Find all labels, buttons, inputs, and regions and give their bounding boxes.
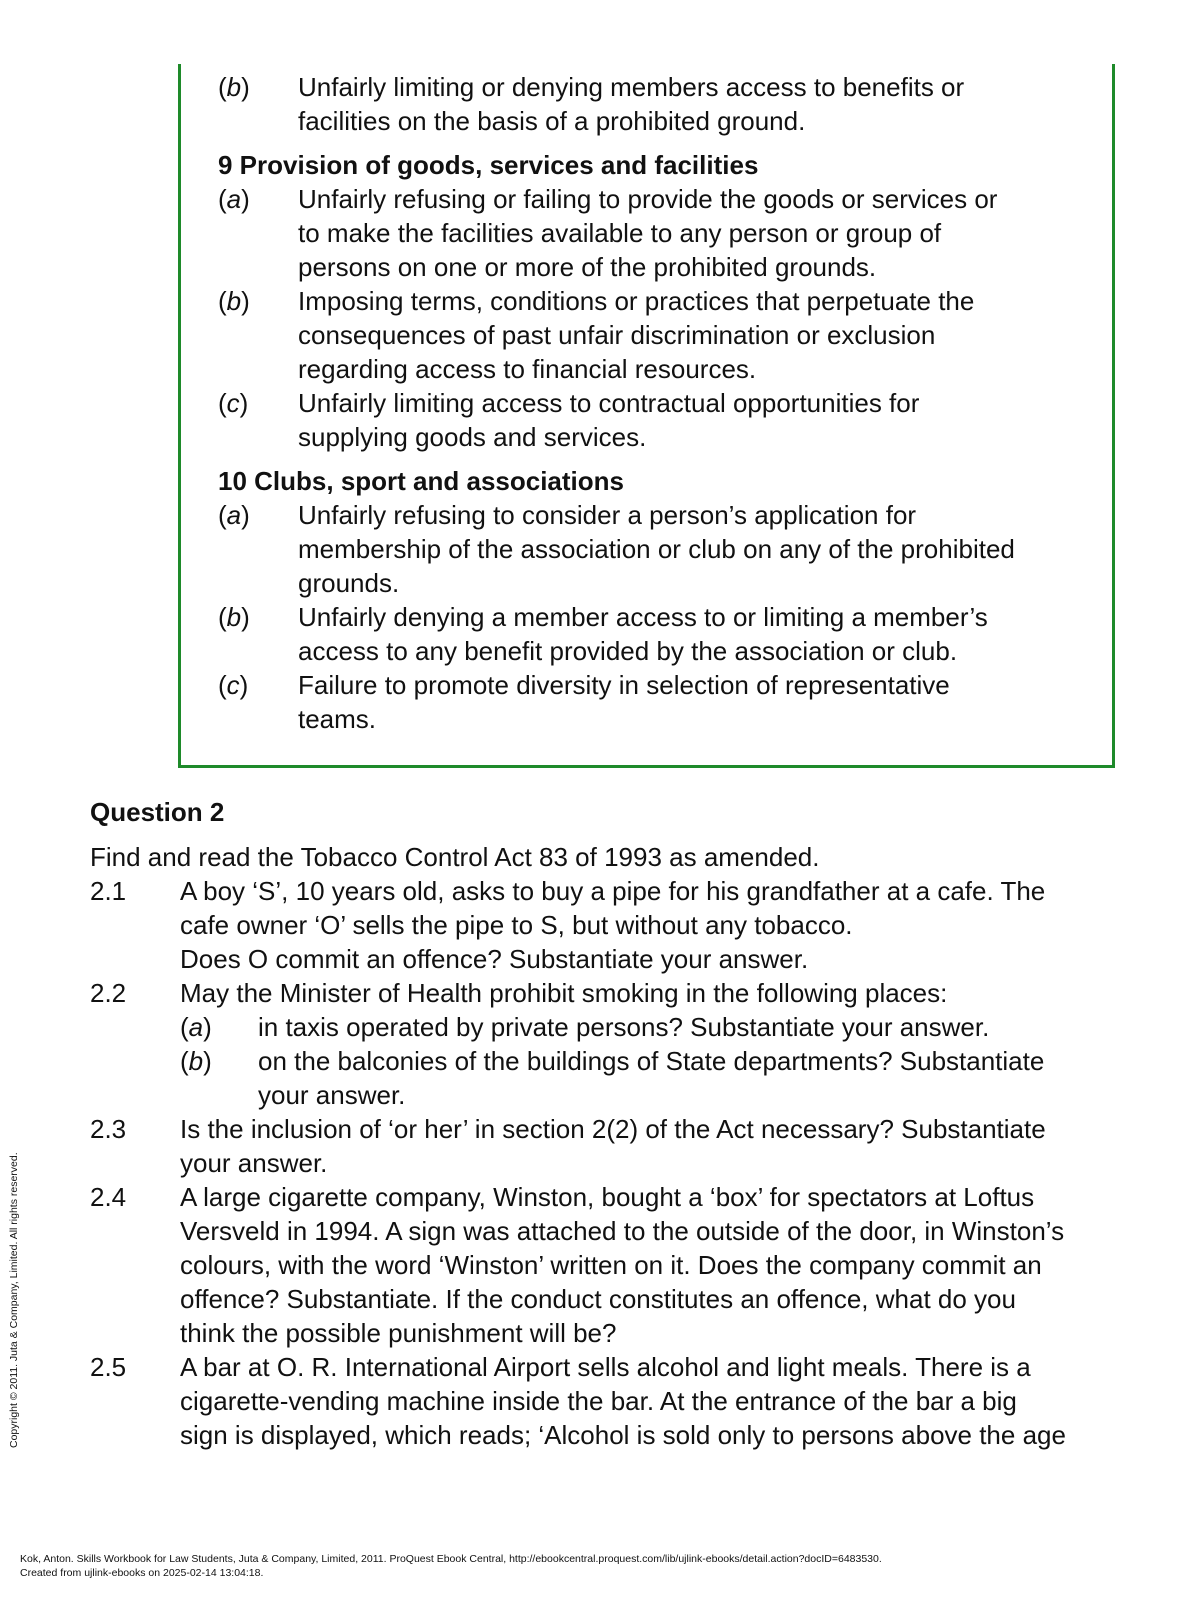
item-label: (b) (218, 602, 250, 632)
item-label: (a) (218, 184, 250, 214)
item-text: teams. (298, 704, 377, 734)
question-text: A boy ‘S’, 10 years old, asks to buy a pipe for his grandfather at a cafe. The (180, 876, 1046, 906)
subitem-label: (b) (180, 1046, 212, 1076)
item-label: (c) (218, 388, 249, 418)
question-text: offence? Substantiate. If the conduct constitutes an offence, what do you (180, 1284, 1016, 1314)
item-text: access to any benefit provided by the association or club. (298, 636, 958, 666)
item-text: grounds. (298, 568, 400, 598)
subitem-text: on the balconies of the buildings of State departments? Substantiate (258, 1046, 1045, 1076)
item-text: Imposing terms, conditions or practices that perpetuate the (298, 286, 975, 316)
question-text: cigarette-vending machine inside the bar. At the entrance of the bar a big (180, 1386, 1017, 1416)
section-heading: 9 Provision of goods, services and facilities (218, 150, 759, 180)
item-text: Unfairly limiting access to contractual opportunities for (298, 388, 920, 418)
question-text: May the Minister of Health prohibit smoking in the following places: (180, 978, 948, 1008)
subitem-label: (a) (180, 1012, 212, 1042)
item-text: consequences of past unfair discrimination or exclusion (298, 320, 936, 350)
item-text: Failure to promote diversity in selection of representative (298, 670, 950, 700)
question-text: Does O commit an offence? Substantiate your answer. (180, 944, 809, 974)
question-title: Question 2 (90, 797, 225, 827)
item-text: Unfairly refusing or failing to provide the goods or services or (298, 184, 998, 214)
question-text: cafe owner ‘O’ sells the pipe to S, but without any tobacco. (180, 910, 853, 940)
question-text: your answer. (180, 1148, 328, 1178)
question-number: 2.5 (90, 1352, 127, 1382)
item-text: facilities on the basis of a prohibited ground. (298, 106, 806, 136)
question-number: 2.4 (90, 1182, 127, 1212)
item-label: (a) (218, 500, 250, 530)
question-number: 2.1 (90, 876, 127, 906)
item-text: supplying goods and services. (298, 422, 647, 452)
question-text: think the possible punishment will be? (180, 1318, 617, 1348)
question-text: A bar at O. R. International Airport sells alcohol and light meals. There is a (180, 1352, 1031, 1382)
item-text: regarding access to financial resources. (298, 354, 757, 384)
footer-created: Created from ujlink-ebooks on 2025-02-14 13:04:18. (20, 1567, 264, 1579)
section-heading: 10 Clubs, sport and associations (218, 466, 624, 496)
subitem-text: your answer. (258, 1080, 406, 1110)
item-label: (b) (218, 72, 250, 102)
item-label: (b) (218, 286, 250, 316)
item-text: Unfairly denying a member access to or limiting a member’s (298, 602, 988, 632)
question-number: 2.2 (90, 978, 127, 1008)
question-text: colours, with the word ‘Winston’ written on it. Does the company commit an (180, 1250, 1042, 1280)
item-text: to make the facilities available to any person or group of (298, 218, 942, 248)
footer-citation: Kok, Anton. Skills Workbook for Law Students, Juta & Company, Limited, 2011. ProQuest Ebook Central, http://ebookcentral.proquest.com/lib/ujlink-ebooks/detail.action?docID=6483530. (20, 1553, 882, 1565)
subitem-text: in taxis operated by private persons? Substantiate your answer. (258, 1012, 990, 1042)
question-text: Is the inclusion of ‘or her’ in section 2(2) of the Act necessary? Substantiate (180, 1114, 1046, 1144)
item-text: Unfairly refusing to consider a person’s application for (298, 500, 917, 530)
question-text: sign is displayed, which reads; ‘Alcohol is sold only to persons above the age (180, 1420, 1066, 1450)
question-text: A large cigarette company, Winston, bought a ‘box’ for spectators at Loftus (180, 1182, 1035, 1212)
item-text: Unfairly limiting or denying members access to benefits or (298, 72, 965, 102)
item-text: persons on one or more of the prohibited grounds. (298, 252, 877, 282)
question-number: 2.3 (90, 1114, 127, 1144)
question-intro: Find and read the Tobacco Control Act 83 of 1993 as amended. (90, 842, 820, 872)
item-text: membership of the association or club on any of the prohibited (298, 534, 1015, 564)
item-label: (c) (218, 670, 249, 700)
question-text: Versveld in 1994. A sign was attached to the outside of the door, in Winston’s (180, 1216, 1065, 1246)
sidebar-copyright: Copyright © 2011. Juta & Company, Limited. All rights reserved. (8, 1152, 20, 1448)
